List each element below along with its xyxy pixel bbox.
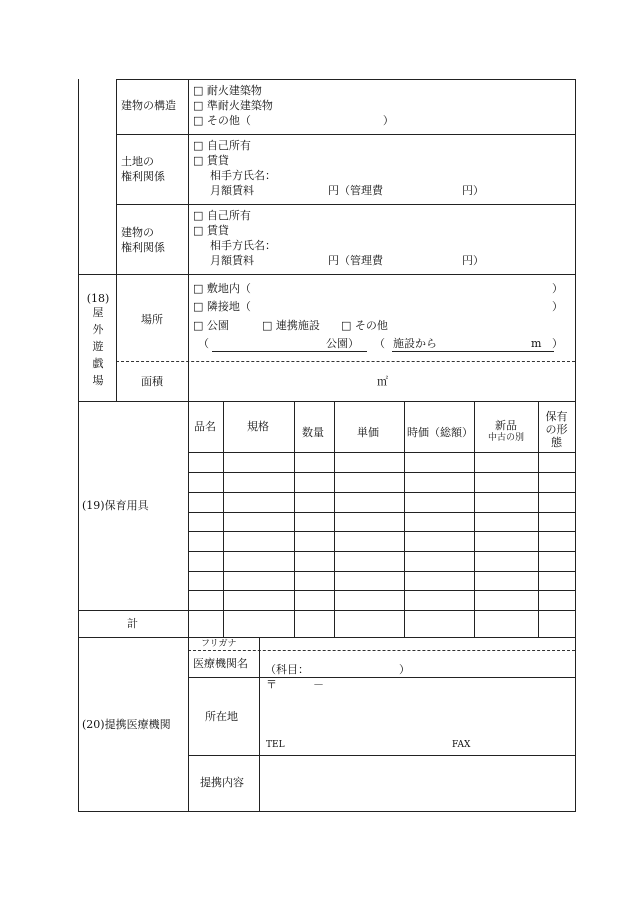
rule-equip-row: [188, 551, 575, 552]
header-item-name: 品名: [194, 420, 216, 433]
facility-open-paren: （: [374, 337, 385, 350]
building-yen-close: 円）: [462, 254, 484, 267]
header-holding-line1: 保有: [545, 410, 568, 423]
playground-label-char: 場: [92, 374, 104, 387]
building-rights-label-line2: 権利関係: [121, 241, 165, 254]
land-rights-label-line2: 権利関係: [121, 170, 165, 183]
playground-label-char: 屋: [92, 306, 104, 319]
address-label: 所在地: [205, 710, 238, 723]
rule-equip-row: [188, 571, 575, 572]
header-new-used-line1: 新品: [495, 419, 517, 432]
checkbox-park[interactable]: □ 公園: [193, 319, 229, 332]
playground-number: (18): [86, 292, 110, 305]
onsite-close-paren: ）: [552, 282, 563, 295]
playground-label-char: 戯: [92, 357, 104, 370]
land-yen-close: 円）: [462, 184, 484, 197]
contents-label: 提携内容: [200, 776, 244, 789]
park-open-paren: （: [198, 337, 209, 350]
rule-equip-row: [188, 531, 575, 532]
rule-equip-bottom: [78, 637, 575, 638]
checkbox-semi-fireproof[interactable]: □ 準耐火建築物: [193, 99, 273, 112]
rule-institution-bottom: [188, 677, 575, 678]
rule-structure-bottom: [116, 134, 575, 135]
fax-label: FAX: [452, 740, 471, 750]
park-suffix: 公園）: [326, 337, 359, 350]
meter-unit: m: [531, 337, 542, 350]
rule-equip-header-bottom: [188, 452, 575, 453]
building-yen-mgmt: 円（管理費: [328, 254, 383, 267]
rule-top: [116, 79, 575, 80]
land-rights-label-line1: 土地の: [121, 155, 154, 168]
header-spec: 規格: [247, 420, 269, 433]
equipment-total-label: 計: [127, 617, 138, 630]
header-new-used-line2: 中古の別: [487, 433, 524, 443]
furigana-label: フリガナ: [201, 639, 237, 649]
rule-equip-row: [188, 492, 575, 493]
checkbox-fireproof[interactable]: □ 耐火建築物: [193, 84, 262, 97]
structure-label: 建物の構造: [121, 99, 176, 112]
rule-equip-row: [188, 590, 575, 591]
postal-mark: 〒: [266, 678, 277, 691]
header-market-price: 時価（総額）: [407, 426, 473, 439]
land-yen-mgmt: 円（管理費: [328, 184, 383, 197]
checkbox-onsite[interactable]: □ 敷地内（: [193, 282, 251, 295]
land-monthly-rent: 月額賃料: [210, 184, 254, 197]
dashed-playground-divider: [116, 361, 575, 362]
rule-equip-col: [334, 401, 335, 638]
playground-area-label: 面積: [141, 375, 163, 388]
rule-equip-row: [188, 472, 575, 473]
header-holding-line2: の形: [545, 423, 568, 436]
rule-equip-row: [188, 512, 575, 513]
rule-equip-total-top: [78, 610, 575, 611]
tel-label: TEL: [266, 740, 285, 750]
rule-address-bottom: [188, 755, 575, 756]
rule-right-border: [575, 79, 576, 812]
park-name-underline: [212, 351, 367, 352]
rule-playground-bottom: [78, 401, 575, 402]
checkbox-land-lease[interactable]: □ 賃貸: [193, 154, 229, 167]
checkbox-location-other[interactable]: □ その他: [341, 319, 388, 332]
checkbox-adjacent[interactable]: □ 隣接地（: [193, 300, 251, 313]
land-party-name: 相手方氏名：: [210, 169, 276, 182]
playground-location-label: 場所: [141, 313, 163, 326]
checkbox-building-lease[interactable]: □ 賃貸: [193, 224, 229, 237]
dashed-furigana-divider: [188, 650, 575, 651]
rule-building-bottom: [78, 274, 575, 275]
header-unit-price: 単価: [357, 426, 379, 439]
institution-name-label: 医療機関名: [193, 657, 248, 670]
rule-equip-col: [404, 401, 405, 638]
header-holding-line3: 態: [551, 436, 562, 449]
rule-content-col-upper: [188, 79, 189, 402]
checkbox-building-own[interactable]: □ 自己所有: [193, 209, 251, 222]
rule-label-col-upper: [116, 79, 117, 402]
building-party-name: 相手方氏名：: [210, 239, 276, 252]
area-unit: ㎡: [377, 375, 388, 388]
facility-distance-underline: [392, 351, 554, 352]
facility-close-paren: ）: [552, 337, 563, 350]
rule-equip-col: [294, 401, 295, 638]
checkbox-structure-other[interactable]: □ その他（ ）: [193, 114, 394, 127]
equipment-section-label: (19)保育用具: [82, 499, 149, 512]
checkbox-partner-facility[interactable]: □ 連携施設: [262, 319, 320, 332]
rule-land-bottom: [116, 204, 575, 205]
rule-content-col-lower: [188, 401, 189, 812]
building-rights-label-line1: 建物の: [121, 226, 154, 239]
building-monthly-rent: 月額賃料: [210, 254, 254, 267]
rule-medical-label-col: [259, 637, 260, 812]
postal-dash: －: [313, 678, 324, 691]
header-quantity: 数量: [302, 426, 324, 439]
department-field: （科目：: [265, 663, 309, 676]
adjacent-close-paren: ）: [552, 300, 563, 313]
facility-from: 施設から: [393, 337, 437, 350]
checkbox-land-own[interactable]: □ 自己所有: [193, 139, 251, 152]
rule-equip-col: [223, 401, 224, 638]
department-close: ）: [399, 663, 410, 676]
playground-label-char: 遊: [92, 340, 104, 353]
medical-section-label: (20)提携医療機関: [82, 718, 171, 731]
rule-left-border: [78, 79, 79, 812]
playground-label-char: 外: [92, 323, 104, 336]
rule-form-bottom: [78, 811, 575, 812]
